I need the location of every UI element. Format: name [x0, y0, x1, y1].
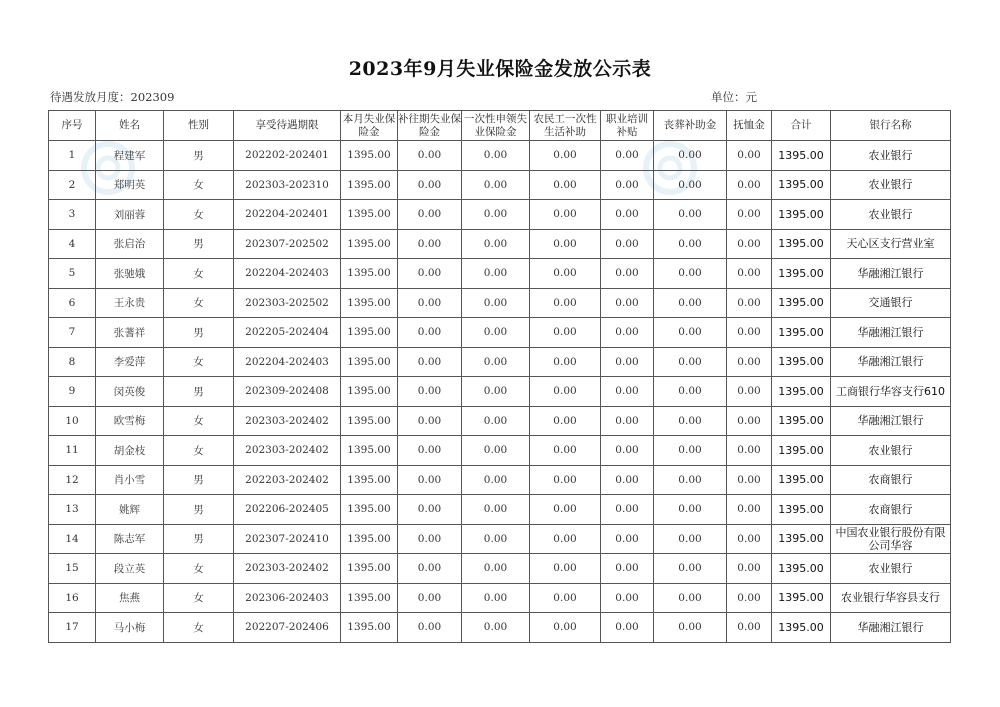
col-header-training-subsidy: 职业培训补贴 [601, 111, 654, 141]
cell-lump-sum: 0.00 [462, 495, 530, 525]
cell-pension: 0.00 [727, 259, 772, 289]
cell-index: 14 [49, 524, 96, 554]
cell-period: 202303-202402 [234, 554, 341, 584]
table-row [49, 347, 951, 377]
cell-arrears-benefit: 0.00 [398, 377, 462, 407]
cell-migrant-subsidy: 0.00 [530, 141, 601, 171]
cell-migrant-subsidy: 0.00 [530, 170, 601, 200]
cell-pension: 0.00 [727, 613, 772, 643]
cell-index: 17 [49, 613, 96, 643]
cell-migrant-subsidy: 0.00 [530, 377, 601, 407]
cell-training-subsidy: 0.00 [601, 259, 654, 289]
cell-training-subsidy: 0.00 [601, 583, 654, 613]
cell-name: 焦燕 [96, 583, 164, 613]
cell-monthly-benefit: 1395.00 [341, 259, 398, 289]
cell-funeral-subsidy: 0.00 [654, 141, 727, 171]
col-header-funeral-subsidy: 丧葬补助金 [654, 111, 727, 141]
cell-lump-sum: 0.00 [462, 554, 530, 584]
cell-bank: 华融湘江银行 [831, 347, 951, 377]
cell-bank: 华融湘江银行 [831, 406, 951, 436]
cell-lump-sum: 0.00 [462, 200, 530, 230]
cell-lump-sum: 0.00 [462, 436, 530, 466]
cell-funeral-subsidy: 0.00 [654, 583, 727, 613]
cell-monthly-benefit: 1395.00 [341, 583, 398, 613]
cell-funeral-subsidy: 0.00 [654, 318, 727, 348]
cell-monthly-benefit: 1395.00 [341, 524, 398, 554]
cell-training-subsidy: 0.00 [601, 347, 654, 377]
cell-lump-sum: 0.00 [462, 259, 530, 289]
cell-gender: 男 [164, 495, 234, 525]
cell-bank: 工商银行华容支行610 [831, 377, 951, 407]
col-header-period: 享受待遇期限 [234, 111, 341, 141]
cell-training-subsidy: 0.00 [601, 318, 654, 348]
cell-total: 1395.00 [772, 613, 831, 643]
cell-index: 2 [49, 170, 96, 200]
cell-name: 程建军 [96, 141, 164, 171]
cell-training-subsidy: 0.00 [601, 406, 654, 436]
cell-total: 1395.00 [772, 347, 831, 377]
cell-training-subsidy: 0.00 [601, 465, 654, 495]
cell-period: 202303-202502 [234, 288, 341, 318]
cell-bank: 农业银行华容县支行 [831, 583, 951, 613]
table-row [49, 318, 951, 348]
cell-monthly-benefit: 1395.00 [341, 377, 398, 407]
cell-monthly-benefit: 1395.00 [341, 554, 398, 584]
cell-gender: 男 [164, 465, 234, 495]
cell-total: 1395.00 [772, 318, 831, 348]
cell-pension: 0.00 [727, 141, 772, 171]
cell-arrears-benefit: 0.00 [398, 554, 462, 584]
cell-period: 202206-202405 [234, 495, 341, 525]
cell-name: 王永贵 [96, 288, 164, 318]
cell-period: 202204-202403 [234, 347, 341, 377]
cell-gender: 女 [164, 347, 234, 377]
cell-training-subsidy: 0.00 [601, 200, 654, 230]
cell-training-subsidy: 0.00 [601, 170, 654, 200]
cell-arrears-benefit: 0.00 [398, 495, 462, 525]
cell-total: 1395.00 [772, 524, 831, 554]
cell-migrant-subsidy: 0.00 [530, 347, 601, 377]
cell-monthly-benefit: 1395.00 [341, 229, 398, 259]
cell-index: 4 [49, 229, 96, 259]
cell-bank: 农业银行 [831, 436, 951, 466]
cell-bank: 农业银行 [831, 200, 951, 230]
cell-gender: 女 [164, 613, 234, 643]
cell-funeral-subsidy: 0.00 [654, 436, 727, 466]
cell-lump-sum: 0.00 [462, 229, 530, 259]
cell-name: 胡金枝 [96, 436, 164, 466]
cell-gender: 女 [164, 259, 234, 289]
cell-total: 1395.00 [772, 495, 831, 525]
table-row [49, 465, 951, 495]
cell-arrears-benefit: 0.00 [398, 583, 462, 613]
cell-index: 10 [49, 406, 96, 436]
cell-gender: 男 [164, 141, 234, 171]
cell-migrant-subsidy: 0.00 [530, 554, 601, 584]
cell-name: 李爱萍 [96, 347, 164, 377]
cell-arrears-benefit: 0.00 [398, 259, 462, 289]
col-header-migrant-subsidy: 农民工一次性生活补助 [530, 111, 601, 141]
cell-funeral-subsidy: 0.00 [654, 347, 727, 377]
cell-total: 1395.00 [772, 170, 831, 200]
cell-bank: 天心区支行营业室 [831, 229, 951, 259]
cell-gender: 男 [164, 377, 234, 407]
cell-index: 9 [49, 377, 96, 407]
cell-lump-sum: 0.00 [462, 406, 530, 436]
cell-lump-sum: 0.00 [462, 613, 530, 643]
cell-index: 5 [49, 259, 96, 289]
cell-total: 1395.00 [772, 141, 831, 171]
col-header-monthly-benefit: 本月失业保险金 [341, 111, 398, 141]
table-row [49, 170, 951, 200]
cell-period: 202303-202310 [234, 170, 341, 200]
table-row [49, 436, 951, 466]
cell-pension: 0.00 [727, 347, 772, 377]
cell-training-subsidy: 0.00 [601, 524, 654, 554]
cell-monthly-benefit: 1395.00 [341, 200, 398, 230]
cell-monthly-benefit: 1395.00 [341, 613, 398, 643]
cell-total: 1395.00 [772, 288, 831, 318]
cell-monthly-benefit: 1395.00 [341, 141, 398, 171]
cell-total: 1395.00 [772, 200, 831, 230]
cell-pension: 0.00 [727, 288, 772, 318]
cell-period: 202307-202410 [234, 524, 341, 554]
cell-arrears-benefit: 0.00 [398, 318, 462, 348]
cell-bank: 农业银行 [831, 141, 951, 171]
cell-gender: 女 [164, 200, 234, 230]
cell-bank: 农业银行 [831, 170, 951, 200]
cell-migrant-subsidy: 0.00 [530, 229, 601, 259]
cell-bank: 农商银行 [831, 465, 951, 495]
cell-training-subsidy: 0.00 [601, 229, 654, 259]
table-row [49, 259, 951, 289]
cell-lump-sum: 0.00 [462, 318, 530, 348]
cell-funeral-subsidy: 0.00 [654, 288, 727, 318]
cell-migrant-subsidy: 0.00 [530, 288, 601, 318]
cell-funeral-subsidy: 0.00 [654, 554, 727, 584]
cell-period: 202204-202401 [234, 200, 341, 230]
table-row [49, 288, 951, 318]
cell-migrant-subsidy: 0.00 [530, 583, 601, 613]
cell-arrears-benefit: 0.00 [398, 200, 462, 230]
cell-bank: 农商银行 [831, 495, 951, 525]
cell-monthly-benefit: 1395.00 [341, 318, 398, 348]
cell-bank: 华融湘江银行 [831, 318, 951, 348]
cell-lump-sum: 0.00 [462, 347, 530, 377]
cell-name: 马小梅 [96, 613, 164, 643]
cell-period: 202309-202408 [234, 377, 341, 407]
cell-training-subsidy: 0.00 [601, 613, 654, 643]
cell-total: 1395.00 [772, 583, 831, 613]
table-row [49, 229, 951, 259]
cell-funeral-subsidy: 0.00 [654, 495, 727, 525]
cell-gender: 女 [164, 406, 234, 436]
cell-migrant-subsidy: 0.00 [530, 436, 601, 466]
cell-funeral-subsidy: 0.00 [654, 465, 727, 495]
cell-name: 闵英俊 [96, 377, 164, 407]
cell-index: 12 [49, 465, 96, 495]
table-row [49, 583, 951, 613]
cell-period: 202205-202404 [234, 318, 341, 348]
cell-index: 8 [49, 347, 96, 377]
col-header-total: 合计 [772, 111, 831, 141]
cell-name: 郑明英 [96, 170, 164, 200]
cell-arrears-benefit: 0.00 [398, 229, 462, 259]
col-header-bank: 银行名称 [831, 111, 951, 141]
cell-pension: 0.00 [727, 170, 772, 200]
cell-pension: 0.00 [727, 200, 772, 230]
cell-monthly-benefit: 1395.00 [341, 465, 398, 495]
cell-total: 1395.00 [772, 229, 831, 259]
cell-migrant-subsidy: 0.00 [530, 465, 601, 495]
cell-lump-sum: 0.00 [462, 288, 530, 318]
cell-index: 15 [49, 554, 96, 584]
cell-pension: 0.00 [727, 524, 772, 554]
cell-period: 202207-202406 [234, 613, 341, 643]
payment-period-label: 待遇发放月度：202309 [50, 90, 175, 104]
cell-migrant-subsidy: 0.00 [530, 524, 601, 554]
cell-training-subsidy: 0.00 [601, 288, 654, 318]
cell-period: 202203-202402 [234, 465, 341, 495]
table-row [49, 495, 951, 525]
cell-funeral-subsidy: 0.00 [654, 613, 727, 643]
cell-name: 张驰娥 [96, 259, 164, 289]
col-header-pension: 抚恤金 [727, 111, 772, 141]
col-header-gender: 性别 [164, 111, 234, 141]
cell-lump-sum: 0.00 [462, 377, 530, 407]
cell-monthly-benefit: 1395.00 [341, 170, 398, 200]
table-row [49, 141, 951, 171]
cell-arrears-benefit: 0.00 [398, 170, 462, 200]
cell-arrears-benefit: 0.00 [398, 524, 462, 554]
cell-total: 1395.00 [772, 465, 831, 495]
cell-monthly-benefit: 1395.00 [341, 495, 398, 525]
cell-funeral-subsidy: 0.00 [654, 524, 727, 554]
cell-lump-sum: 0.00 [462, 170, 530, 200]
cell-migrant-subsidy: 0.00 [530, 406, 601, 436]
table-row [49, 200, 951, 230]
cell-monthly-benefit: 1395.00 [341, 436, 398, 466]
cell-pension: 0.00 [727, 465, 772, 495]
cell-gender: 女 [164, 554, 234, 584]
cell-funeral-subsidy: 0.00 [654, 377, 727, 407]
cell-pension: 0.00 [727, 495, 772, 525]
page-title: 2023年9月失业保险金发放公示表 [348, 58, 652, 80]
cell-total: 1395.00 [772, 406, 831, 436]
cell-training-subsidy: 0.00 [601, 554, 654, 584]
cell-arrears-benefit: 0.00 [398, 406, 462, 436]
cell-arrears-benefit: 0.00 [398, 436, 462, 466]
cell-pension: 0.00 [727, 583, 772, 613]
cell-migrant-subsidy: 0.00 [530, 495, 601, 525]
cell-name: 姚辉 [96, 495, 164, 525]
cell-lump-sum: 0.00 [462, 141, 530, 171]
cell-funeral-subsidy: 0.00 [654, 259, 727, 289]
cell-gender: 女 [164, 583, 234, 613]
cell-pension: 0.00 [727, 436, 772, 466]
cell-monthly-benefit: 1395.00 [341, 406, 398, 436]
cell-training-subsidy: 0.00 [601, 436, 654, 466]
payment-table [48, 110, 951, 643]
cell-bank: 交通银行 [831, 288, 951, 318]
cell-gender: 男 [164, 229, 234, 259]
cell-training-subsidy: 0.00 [601, 377, 654, 407]
cell-pension: 0.00 [727, 406, 772, 436]
cell-name: 张蓍祥 [96, 318, 164, 348]
cell-index: 7 [49, 318, 96, 348]
cell-index: 6 [49, 288, 96, 318]
cell-monthly-benefit: 1395.00 [341, 288, 398, 318]
cell-bank: 华融湘江银行 [831, 259, 951, 289]
cell-name: 欧雪梅 [96, 406, 164, 436]
cell-pension: 0.00 [727, 554, 772, 584]
cell-arrears-benefit: 0.00 [398, 347, 462, 377]
cell-migrant-subsidy: 0.00 [530, 318, 601, 348]
cell-monthly-benefit: 1395.00 [341, 347, 398, 377]
cell-period: 202204-202403 [234, 259, 341, 289]
cell-bank: 农业银行 [831, 554, 951, 584]
cell-index: 16 [49, 583, 96, 613]
cell-gender: 女 [164, 288, 234, 318]
cell-arrears-benefit: 0.00 [398, 288, 462, 318]
cell-index: 13 [49, 495, 96, 525]
cell-bank: 中国农业银行股份有限公司华容 [831, 524, 951, 554]
cell-arrears-benefit: 0.00 [398, 613, 462, 643]
cell-gender: 男 [164, 524, 234, 554]
cell-pension: 0.00 [727, 377, 772, 407]
col-header-name: 姓名 [96, 111, 164, 141]
cell-period: 202202-202401 [234, 141, 341, 171]
cell-lump-sum: 0.00 [462, 465, 530, 495]
cell-funeral-subsidy: 0.00 [654, 229, 727, 259]
col-header-arrears-benefit: 补往期失业保险金 [398, 111, 462, 141]
cell-pension: 0.00 [727, 318, 772, 348]
cell-period: 202306-202403 [234, 583, 341, 613]
cell-period: 202303-202402 [234, 406, 341, 436]
cell-pension: 0.00 [727, 229, 772, 259]
cell-total: 1395.00 [772, 436, 831, 466]
cell-arrears-benefit: 0.00 [398, 141, 462, 171]
col-header-index: 序号 [49, 111, 96, 141]
cell-migrant-subsidy: 0.00 [530, 613, 601, 643]
cell-gender: 女 [164, 170, 234, 200]
table-body [49, 141, 951, 643]
cell-name: 陈志军 [96, 524, 164, 554]
cell-name: 刘丽蓉 [96, 200, 164, 230]
cell-lump-sum: 0.00 [462, 524, 530, 554]
cell-name: 肖小雪 [96, 465, 164, 495]
cell-gender: 男 [164, 318, 234, 348]
table-row [49, 554, 951, 584]
cell-training-subsidy: 0.00 [601, 141, 654, 171]
cell-migrant-subsidy: 0.00 [530, 259, 601, 289]
header-row [49, 111, 951, 141]
col-header-lump-sum: 一次性申领失业保险金 [462, 111, 530, 141]
cell-period: 202303-202402 [234, 436, 341, 466]
cell-name: 张启治 [96, 229, 164, 259]
cell-total: 1395.00 [772, 554, 831, 584]
cell-arrears-benefit: 0.00 [398, 465, 462, 495]
cell-migrant-subsidy: 0.00 [530, 200, 601, 230]
cell-index: 1 [49, 141, 96, 171]
cell-total: 1395.00 [772, 377, 831, 407]
cell-total: 1395.00 [772, 259, 831, 289]
cell-gender: 女 [164, 436, 234, 466]
cell-name: 段立英 [96, 554, 164, 584]
table-row [49, 377, 951, 407]
cell-funeral-subsidy: 0.00 [654, 406, 727, 436]
table-row [49, 613, 951, 643]
cell-funeral-subsidy: 0.00 [654, 170, 727, 200]
table-row [49, 524, 951, 554]
table-row [49, 406, 951, 436]
unit-label: 单位：元 [711, 90, 757, 104]
cell-period: 202307-202502 [234, 229, 341, 259]
cell-lump-sum: 0.00 [462, 583, 530, 613]
cell-index: 3 [49, 200, 96, 230]
cell-bank: 华融湘江银行 [831, 613, 951, 643]
cell-funeral-subsidy: 0.00 [654, 200, 727, 230]
cell-training-subsidy: 0.00 [601, 495, 654, 525]
cell-index: 11 [49, 436, 96, 466]
